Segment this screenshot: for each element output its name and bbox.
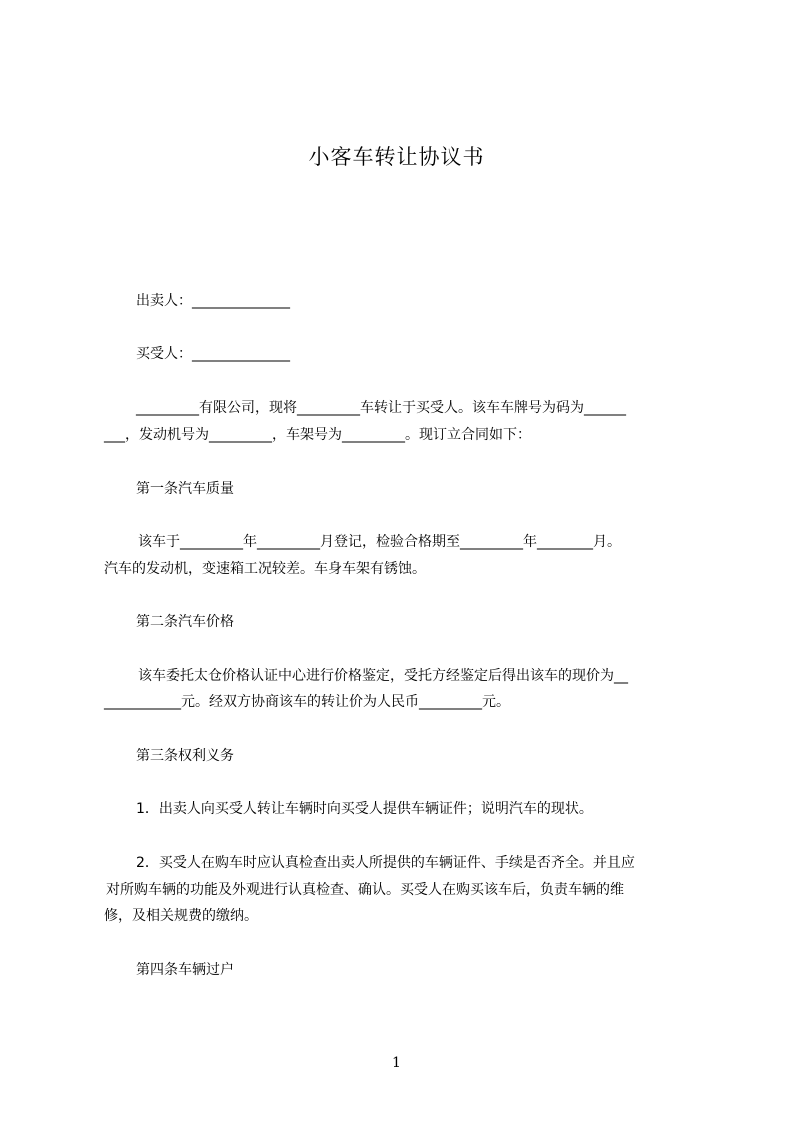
article3-item-2-line-3: 修，及相关规费的缴纳。 <box>104 908 258 924</box>
article2-line-1: 该车委托太仓价格认证中心进行价格鉴定，受托方经鉴定后得出该车的现价为__ <box>138 668 628 684</box>
seller-line: 出卖人：______________ <box>136 293 290 309</box>
article2-heading: 第二条汽车价格 <box>136 614 234 630</box>
document-title: 小客车转让协议书 <box>308 145 485 169</box>
article3-item-2-line-2: 对所购车辆的功能及外观进行认真检查、确认。买受人在购买该车后，负责车辆的维 <box>106 882 624 898</box>
article3-item-1: 1．出卖人向买受人转让车辆时向买受人提供车辆证件；说明汽车的现状。 <box>136 801 593 817</box>
article2-line-2: ___________元。经双方协商该车的转让价为人民币_________元。 <box>104 694 510 710</box>
article4-heading: 第四条车辆过户 <box>136 962 234 978</box>
buyer-line: 买受人：______________ <box>136 346 290 362</box>
article1-line-1: 该车于_________年_________月登记，检验合格期至_________年________月。 <box>138 534 621 550</box>
article1-line-2: 汽车的发动机，变速箱工况较差。车身车架有锈蚀。 <box>104 561 426 577</box>
intro-line-1: _________有限公司，现将_________车转让于买受人。该车车牌号为码为______ <box>136 400 626 416</box>
page-number: 1 <box>392 1055 401 1071</box>
intro-line-2: ___，发动机号为_________，车架号为_________。现订立合同如下： <box>104 427 531 443</box>
article3-heading: 第三条权利义务 <box>136 748 234 764</box>
article3-item-2-line-1: 2．买受人在购车时应认真检查出卖人所提供的车辆证件、手续是否齐全。并且应 <box>136 855 635 871</box>
article1-heading: 第一条汽车质量 <box>136 481 234 497</box>
